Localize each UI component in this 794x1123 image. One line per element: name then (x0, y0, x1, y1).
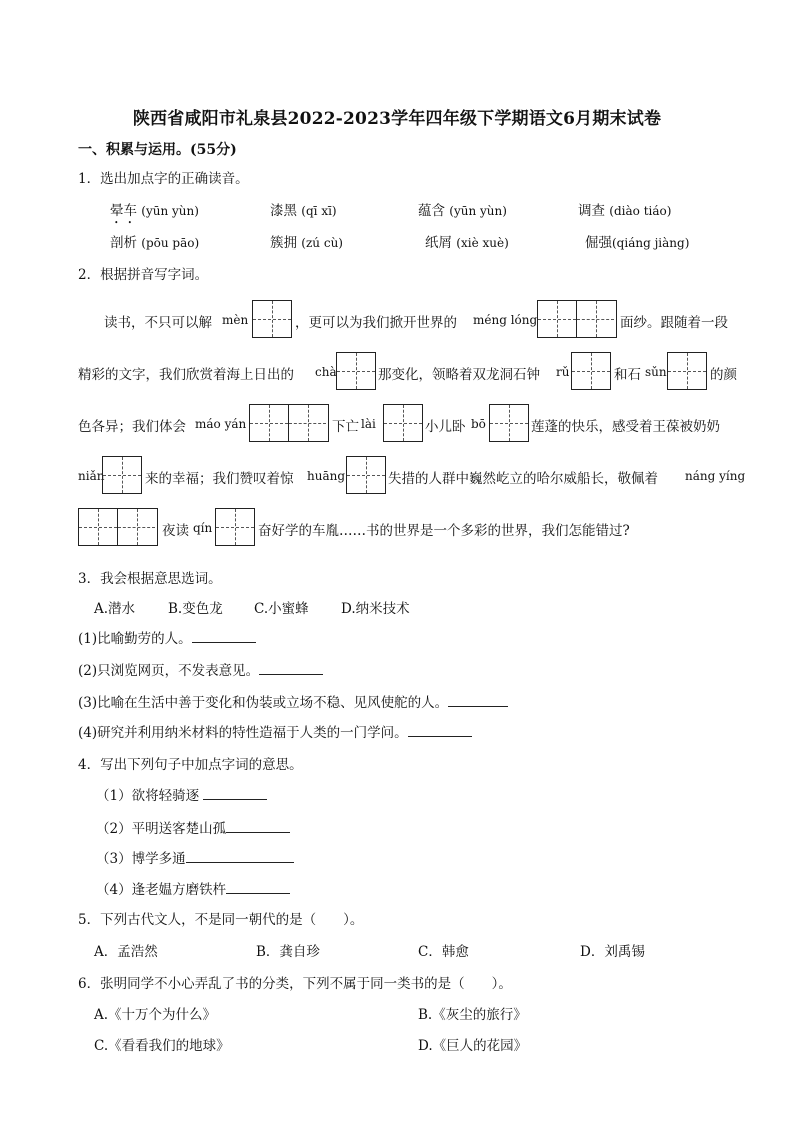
writing-box[interactable] (249, 404, 329, 442)
answer-blank[interactable] (226, 818, 290, 833)
q2-text: 下亡 (332, 419, 359, 435)
q3-option-d: D.纳米技术 (341, 601, 410, 617)
q1-item-8: 倔强(qiáng jiàng) (585, 235, 690, 251)
q2-text: 读书，不只可以解 (104, 315, 212, 331)
q5-option-d[interactable]: D．刘禹锡 (580, 944, 645, 960)
q6-option-d[interactable]: D.《巨人的花园》 (418, 1038, 528, 1054)
q6-option-b[interactable]: B.《灰尘的旅行》 (418, 1007, 527, 1023)
answer-blank[interactable] (226, 879, 290, 894)
q6-option-c[interactable]: C.《看看我们的地球》 (94, 1038, 230, 1054)
answer-blank[interactable] (203, 785, 267, 800)
writing-box[interactable] (252, 300, 292, 338)
pinyin-label: máo yán (195, 417, 247, 431)
q1-item-6: 簇拥 (zú cù) (270, 235, 343, 251)
writing-box[interactable] (346, 456, 386, 494)
q3-item-4: (4)研究并利用纳米材料的特性造福于人类的一门学问。 (78, 721, 472, 741)
writing-box[interactable] (489, 404, 529, 442)
q2-text: 色各异；我们体会 (78, 419, 186, 435)
question-1-stem: 1．选出加点字的正确读音。 (78, 171, 249, 187)
pinyin-label: mèn (222, 313, 249, 327)
question-2-stem: 2．根据拼音写字词。 (78, 267, 209, 283)
q1-item-7: 纸屑 (xiè xuè) (425, 235, 509, 251)
pinyin-label: niǎn (78, 469, 105, 483)
q5-option-c[interactable]: C．韩愈 (418, 944, 469, 960)
pinyin-label: lài (361, 417, 376, 431)
q2-text: 精彩的文字，我们欣赏着海上日出的 (78, 367, 294, 383)
q2-text: 小儿卧 (425, 419, 466, 435)
answer-blank[interactable] (192, 628, 256, 643)
q4-item-3: （3）博学多通 (96, 847, 294, 867)
pinyin-label: náng yíng (685, 469, 746, 483)
question-3-stem: 3．我会根据意思选词。 (78, 571, 222, 587)
writing-box[interactable] (571, 352, 611, 390)
writing-box[interactable] (102, 456, 142, 494)
question-6-stem: 6．张明同学不小心弄乱了书的分类，下列不属于同一类书的是（ ）。 (78, 976, 512, 992)
q4-item-1: （1）欲将轻骑逐 (96, 784, 267, 804)
answer-blank[interactable] (408, 722, 472, 737)
q2-text: 和石 (614, 367, 641, 383)
answer-blank[interactable] (448, 692, 508, 707)
pinyin-label: bō (471, 417, 486, 431)
q2-text: 来的幸福；我们赞叹着惊 (145, 471, 294, 487)
q5-option-b[interactable]: B．龚自珍 (256, 944, 320, 960)
q2-text: 面纱。跟随着一段 (620, 315, 728, 331)
q3-item-3: (3)比喻在生活中善于变化和伪装或立场不稳、见风使舵的人。 (78, 691, 508, 711)
pinyin-label: rǔ (556, 365, 570, 379)
pinyin-label: sǔn (645, 365, 667, 379)
writing-box[interactable] (667, 352, 707, 390)
answer-blank[interactable] (259, 660, 323, 675)
q4-item-2: （2）平明送客楚山孤 (96, 817, 290, 837)
writing-box[interactable] (537, 300, 617, 338)
q2-text: 失措的人群中巍然屹立的哈尔威船长，敬佩着 (388, 471, 658, 487)
writing-box[interactable] (215, 508, 255, 546)
q1-item-4: 调查 (diào tiáo) (578, 203, 672, 219)
writing-box[interactable] (383, 404, 423, 442)
q1-item-3: 蕴含 (yūn yùn) (418, 203, 507, 219)
exam-title: 陕西省咸阳市礼泉县2022-2023学年四年级下学期语文6月期末试卷 (132, 109, 662, 129)
q1-item-2: 漆黑 (qī xī) (270, 203, 337, 219)
q1-item-5: 剖析 (pōu pāo) (110, 235, 200, 251)
question-4-stem: 4．写出下列句子中加点字词的意思。 (78, 757, 303, 773)
q6-option-a[interactable]: A.《十万个为什么》 (94, 1007, 217, 1023)
pinyin-label: chà (315, 365, 337, 379)
question-5-stem: 5．下列古代文人，不是同一朝代的是（ ）。 (78, 912, 364, 928)
q3-option-a: A.潜水 (94, 601, 136, 617)
q3-option-b: B.变色龙 (168, 601, 223, 617)
q4-item-4: （4）逢老媪方磨铁杵 (96, 878, 290, 898)
q2-text: 那变化，领略着双龙洞石钟 (378, 367, 540, 383)
q3-item-1: (1)比喻勤劳的人。 (78, 627, 256, 647)
q3-item-2: (2)只浏览网页，不发表意见。 (78, 659, 323, 679)
pinyin-label: méng lóng (473, 313, 538, 327)
q2-text: 夜读 (162, 523, 189, 539)
writing-box[interactable] (336, 352, 376, 390)
q3-option-c: C.小蜜蜂 (254, 601, 309, 617)
q1-item-1: 晕车 (yūn yùn) (110, 203, 199, 219)
answer-blank[interactable] (186, 848, 294, 863)
writing-box[interactable] (78, 508, 158, 546)
section-heading: 一、积累与运用。(55分) (78, 142, 237, 158)
pinyin-label: qín (193, 521, 213, 535)
q2-text: ，更可以为我们掀开世界的 (295, 315, 457, 331)
pinyin-label: huāng (307, 469, 346, 483)
q2-text: 奋好学的车胤……书的世界是一个多彩的世界，我们怎能错过? (258, 523, 630, 539)
q2-text: 莲蓬的快乐，感受着王葆被奶奶 (531, 419, 720, 435)
q5-option-a[interactable]: A．孟浩然 (94, 944, 158, 960)
q2-text: 的颜 (710, 367, 737, 383)
